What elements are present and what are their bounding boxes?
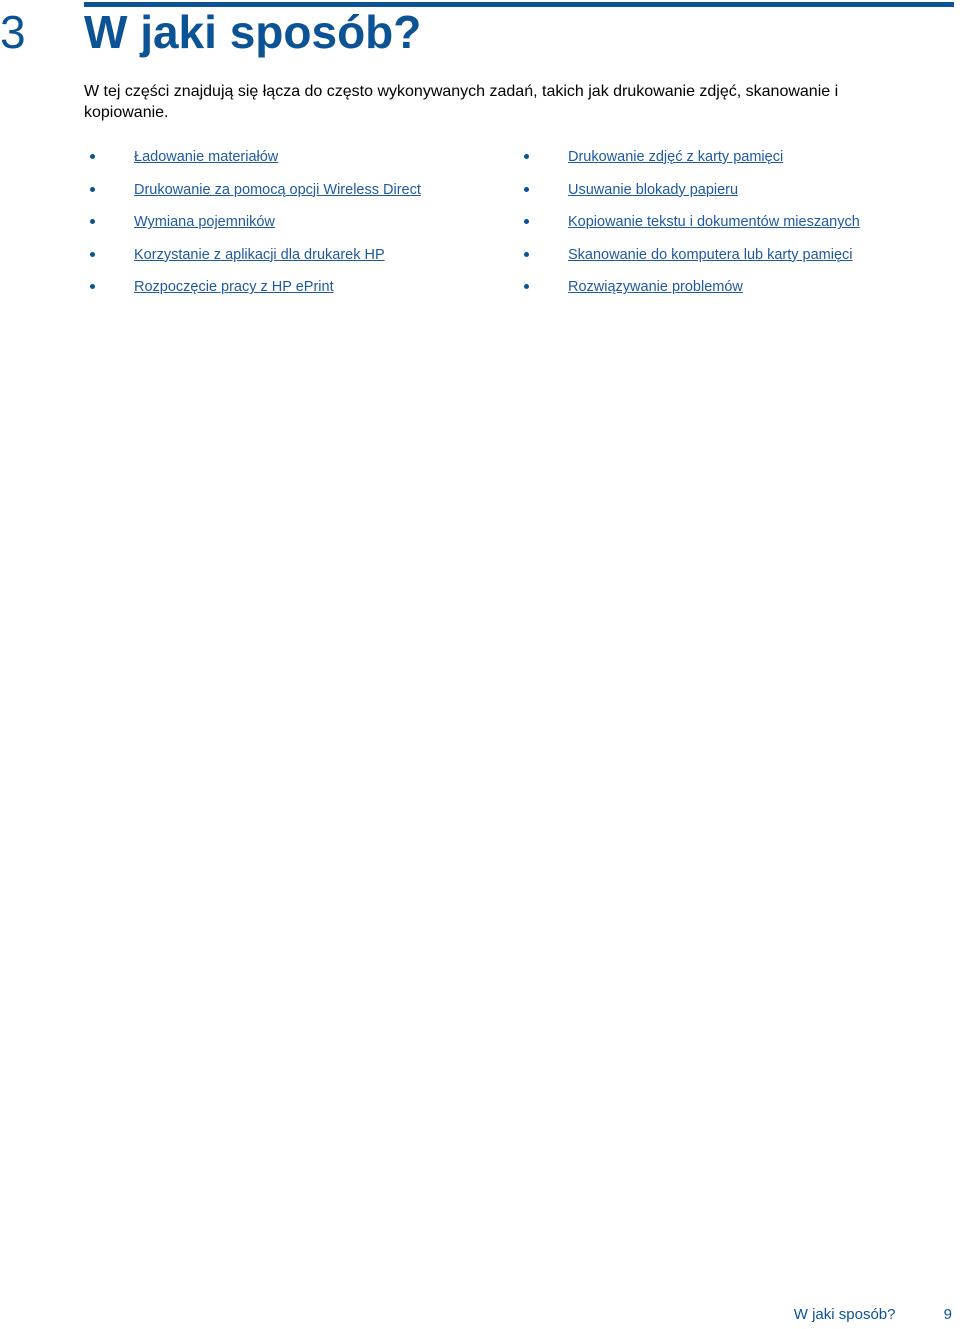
list-item [90,179,421,212]
list-item [524,146,860,179]
footer-section-title: W jaki sposób? [793,1306,896,1323]
list-item [90,244,421,277]
list-item [524,276,860,309]
bullet-icon [524,284,529,289]
list-item [524,179,860,212]
bullet-icon [90,252,95,257]
link-copy-text-mixed[interactable]: Kopiowanie tekstu i dokumentów mieszanych [568,214,860,231]
task-links-left [90,146,421,309]
bullet-icon [524,219,529,224]
bullet-icon [524,154,529,159]
page-footer [794,1305,952,1325]
link-replace-cartridges[interactable]: Wymiana pojemników [134,214,275,231]
bullet-icon [90,284,95,289]
footer-page-number: 9 [943,1306,952,1323]
link-clear-paper-jam[interactable]: Usuwanie blokady papieru [568,181,739,198]
list-item [524,244,860,277]
task-links-right [524,146,860,309]
list-item [90,211,421,244]
link-printer-apps[interactable]: Korzystanie z aplikacji dla drukarek HP [134,246,385,263]
bullet-icon [524,252,529,257]
intro-paragraph: W tej części znajdują się łącza do często wykonywanych zadań, takich jak drukowanie zdjęć, skanowanie i kopiowanie. [84,83,839,121]
bullet-icon [90,154,95,159]
bullet-icon [90,187,95,192]
link-wireless-direct[interactable]: Drukowanie za pomocą opcji Wireless Direct [134,181,421,198]
link-scan-to-computer[interactable]: Skanowanie do komputera lub karty pamięci [568,246,853,263]
link-eprint[interactable]: Rozpoczęcie pracy z HP ePrint [134,279,334,296]
chapter-title: W jaki sposób? [84,6,422,58]
list-item [90,146,421,179]
bullet-icon [90,219,95,224]
chapter-number: 3 [0,6,26,58]
link-loading-media[interactable]: Ładowanie materiałów [134,149,279,165]
bullet-icon [524,187,529,192]
link-print-photos-memory-card[interactable]: Drukowanie zdjęć z karty pamięci [568,149,784,165]
list-item [524,211,860,244]
link-troubleshooting[interactable]: Rozwiązywanie problemów [568,279,743,296]
list-item [90,276,421,309]
